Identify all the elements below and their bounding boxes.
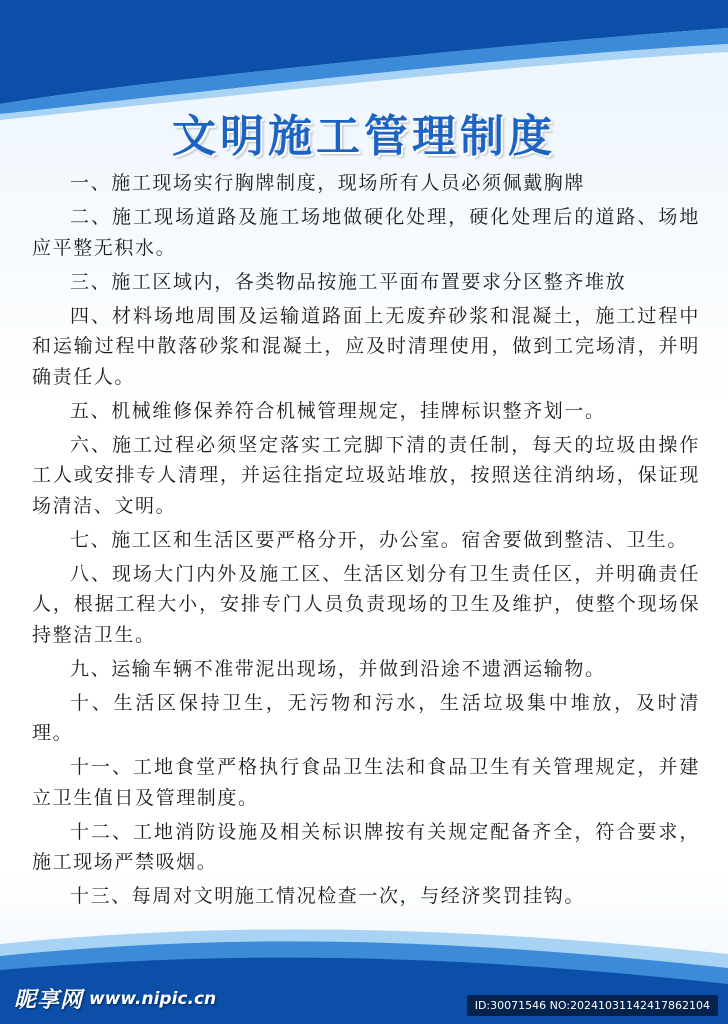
image-id-badge: ID:30071546 NO:20241031142417862104	[467, 995, 718, 1016]
rule-item: 三、施工区域内，各类物品按施工平面布置要求分区整齐堆放	[70, 270, 627, 293]
watermark-brand	[14, 983, 216, 1014]
rule-item: 十二、工地消防设施及相关标识牌按有关规定配备齐全，符合要求，施工现场严禁吸烟。	[32, 820, 700, 873]
rule-item: 二、施工现场道路及施工场地做硬化处理，硬化处理后的道路、场地应平整无积水。	[32, 206, 700, 259]
rule-item: 一、施工现场实行胸牌制度，现场所有人员必须佩戴胸牌	[70, 172, 586, 194]
rule-item: 五、机械维修保养符合机械管理规定，挂牌标识整齐划一。	[70, 399, 606, 422]
rules-list	[32, 168, 700, 915]
rule-item: 六、施工过程必须坚定落实工完脚下清的责任制，每天的垃圾由操作工人或安排专人清理，并运往指定垃圾站堆放，按照送往消纳场，保证现场清洁、文明。	[32, 433, 700, 517]
page-title: 文明施工管理制度	[172, 111, 556, 162]
rule-item: 九、运输车辆不准带泥出现场，并做到沿途不遗洒运输物。	[70, 657, 606, 680]
rule-item: 八、现场大门内外及施工区、生活区划分有卫生责任区，并明确责任人，根据工程大小，安排专门人员负责现场的卫生及维护，使整个现场保持整洁卫生。	[32, 562, 700, 646]
rule-item: 十一、工地食堂严格执行食品卫生法和食品卫生有关管理规定，并建立卫生值日及管理制度。	[32, 756, 700, 809]
brand-logo-text: 昵享网	[14, 988, 84, 1013]
rule-item: 十三、每周对文明施工情况检查一次，与经济奖罚挂钩。	[70, 885, 586, 907]
rule-item: 七、施工区和生活区要严格分开，办公室。宿舍要做到整洁、卫生。	[70, 528, 689, 551]
rule-item: 十、生活区保持卫生，无污物和污水，生活垃圾集中堆放，及时清理。	[32, 691, 700, 744]
rule-item: 四、材料场地周围及运输道路面上无废弃砂浆和混凝土，施工过程中和运输过程中散落砂浆和混凝土，应及时清理使用，做到工完场清，并明确责任人。	[32, 304, 700, 388]
brand-site-text: www.nipic.cn	[89, 988, 217, 1009]
